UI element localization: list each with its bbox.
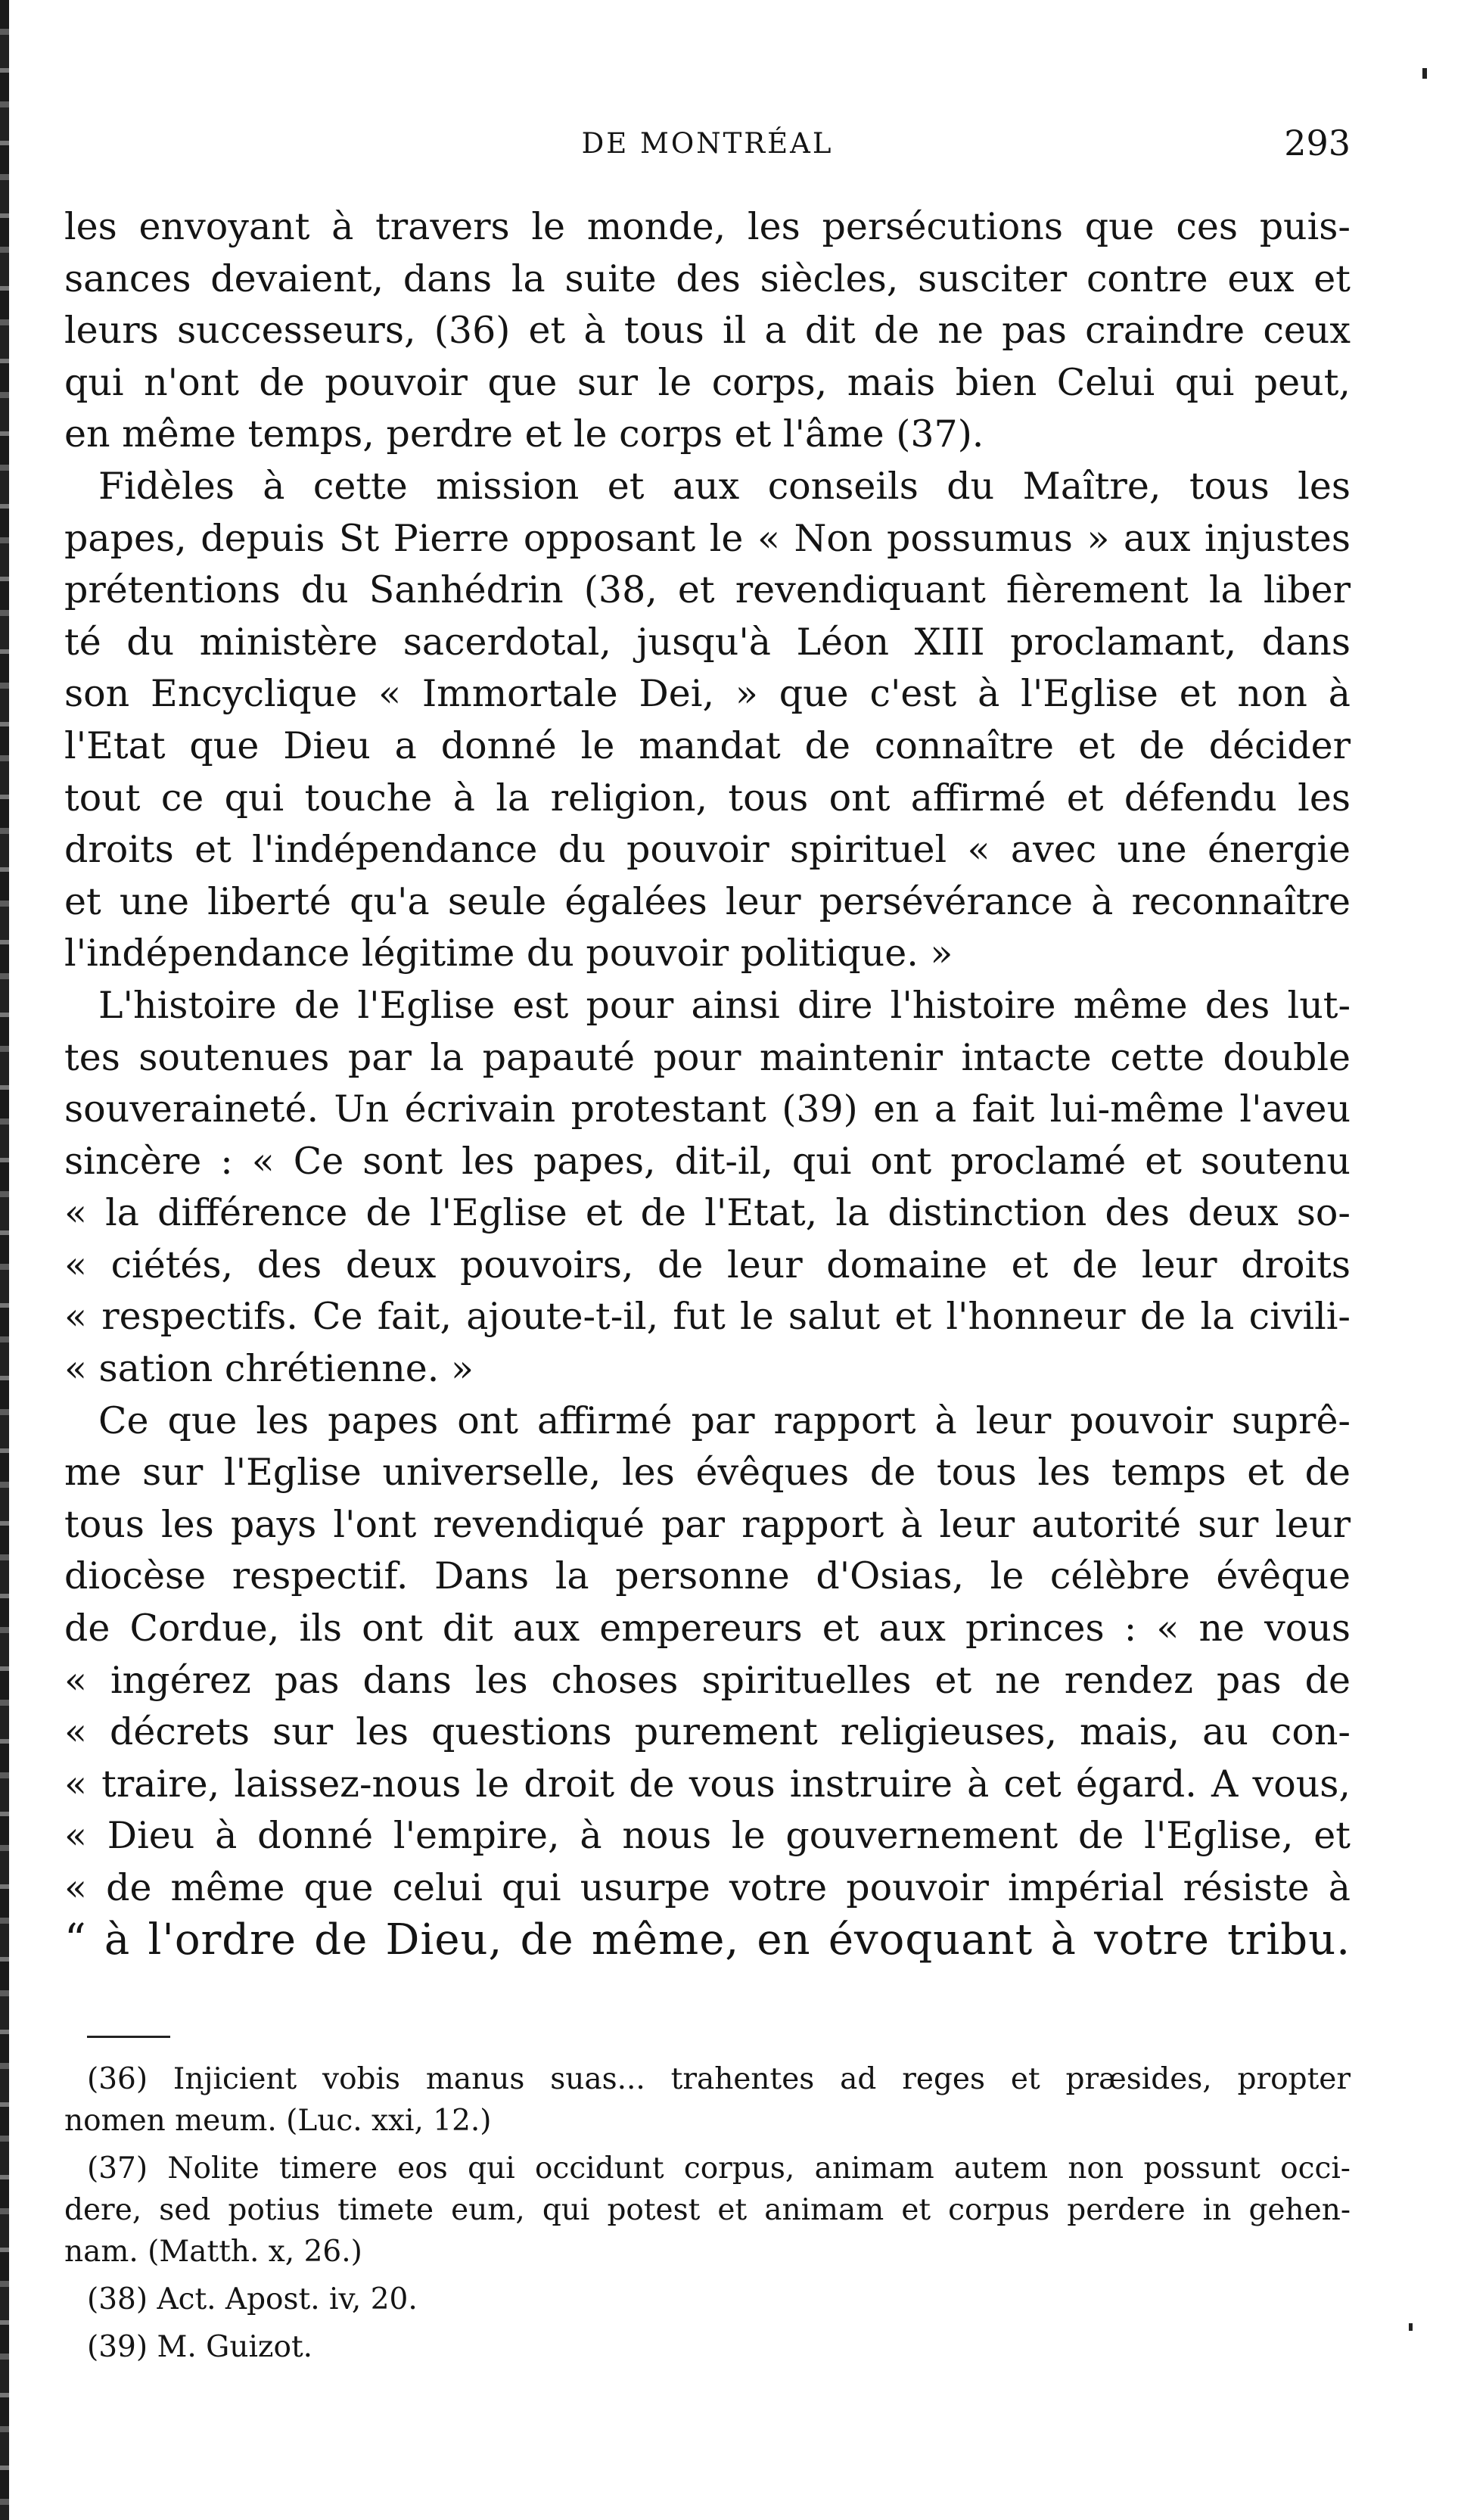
text-line: son Encyclique « Immortale Dei, » que c'est à l'Eglise et non à <box>64 672 1351 716</box>
text-line: « Dieu à donné l'empire, à nous le gouvernement de l'Eglise, et <box>64 1814 1351 1858</box>
text-line: tous les pays l'ont revendiqué par rapport à leur autorité sur leur <box>64 1502 1351 1546</box>
text-line: et une liberté qu'a seule égalées leur persévérance à reconnaître <box>64 879 1351 923</box>
footnote-line: (37) Nolite timere eos qui occidunt corpus, animam autem non possunt occi- <box>87 2151 1351 2186</box>
text-line: « décrets sur les questions purement religieuses, mais, au con- <box>64 1710 1351 1754</box>
footnote-separator <box>87 2036 170 2038</box>
scan-binding-edge <box>0 0 9 2520</box>
footnote-line: nam. (Matth. x, 26.) <box>64 2235 362 2269</box>
text-line: l'indépendance légitime du pouvoir politique. » <box>64 932 953 975</box>
text-line: en même temps, perdre et le corps et l'âme (37). <box>64 412 984 456</box>
text-line: L'histoire de l'Eglise est pour ainsi dire l'histoire même des lut- <box>98 983 1351 1027</box>
scan-speck <box>1422 68 1427 79</box>
page-number: 293 <box>1284 123 1351 163</box>
text-line: papes, depuis St Pierre opposant le « Non possumus » aux injustes <box>64 516 1351 560</box>
text-line: droits et l'indépendance du pouvoir spirituel « avec une énergie <box>64 828 1351 872</box>
text-line: « la différence de l'Eglise et de l'Etat, la distinction des deux so- <box>64 1191 1351 1235</box>
text-line: l'Etat que Dieu a donné le mandat de connaître et de décider <box>64 723 1351 767</box>
text-line: “ à l'ordre de Dieu, de même, en évoquant à votre tribu. <box>64 1915 1351 1965</box>
text-line: les envoyant à travers le monde, les persécutions que ces puis- <box>64 205 1351 248</box>
text-line: qui n'ont de pouvoir que sur le corps, mais bien Celui qui peut, <box>64 360 1351 404</box>
footnote-line: nomen meum. (Luc. xxi, 12.) <box>64 2104 492 2138</box>
text-line: « ingérez pas dans les choses spirituelles et ne rendez pas de <box>64 1658 1351 1702</box>
text-line: « respectifs. Ce fait, ajoute-t-il, fut le salut et l'honneur de la civili- <box>64 1295 1351 1339</box>
footnote-line: (38) Act. Apost. iv, 20. <box>87 2282 418 2316</box>
text-line: « sation chrétienne. » <box>64 1347 474 1391</box>
footnote-line: (39) M. Guizot. <box>87 2330 313 2364</box>
text-line: sances devaient, dans la suite des siècles, susciter contre eux et <box>64 257 1351 300</box>
text-line: « traire, laissez-nous le droit de vous instruire à cet égard. A vous, <box>64 1762 1351 1806</box>
text-line: « ciétés, des deux pouvoirs, de leur domaine et de leur droits <box>64 1243 1351 1286</box>
text-line: prétentions du Sanhédrin (38, et revendiquant fièrement la liber <box>64 568 1351 612</box>
text-line: sincère : « Ce sont les papes, dit-il, qui ont proclamé et soutenu <box>64 1139 1351 1183</box>
text-line: tout ce qui touche à la religion, tous ont affirmé et défendu les <box>64 776 1351 820</box>
text-line: de Cordue, ils ont dit aux empereurs et aux princes : « ne vous <box>64 1607 1351 1650</box>
text-line: Fidèles à cette mission et aux conseils du Maître, tous les <box>98 464 1351 508</box>
text-line: diocèse respectif. Dans la personne d'Osias, le célèbre évêque <box>64 1554 1351 1598</box>
text-line: souveraineté. Un écrivain protestant (39) en a fait lui-même l'aveu <box>64 1087 1351 1131</box>
text-line: tes soutenues par la papauté pour maintenir intacte cette double <box>64 1035 1351 1079</box>
text-line: me sur l'Eglise universelle, les évêques de tous les temps et de <box>64 1451 1351 1495</box>
body-text <box>64 201 1351 1966</box>
text-line: « de même que celui qui usurpe votre pouvoir impérial résiste à <box>64 1866 1351 1909</box>
text-line: leurs successeurs, (36) et à tous il a dit de ne pas craindre ceux <box>64 309 1351 353</box>
text-line: té du ministère sacerdotal, jusqu'à Léon XIII proclamant, dans <box>64 620 1351 664</box>
scan-speck <box>1409 2323 1413 2331</box>
footnotes <box>64 2058 1351 2368</box>
footnote-line: (36) Injicient vobis manus suas... trahentes ad reges et præsides, propter <box>87 2062 1351 2096</box>
text-line: Ce que les papes ont affirmé par rapport à leur pouvoir suprê- <box>98 1398 1351 1442</box>
footnote-line: dere, sed potius timete eum, qui potest et animam et corpus perdere in gehen- <box>64 2193 1351 2227</box>
running-title: DE MONTRÉAL <box>581 127 834 160</box>
running-head <box>64 123 1351 173</box>
